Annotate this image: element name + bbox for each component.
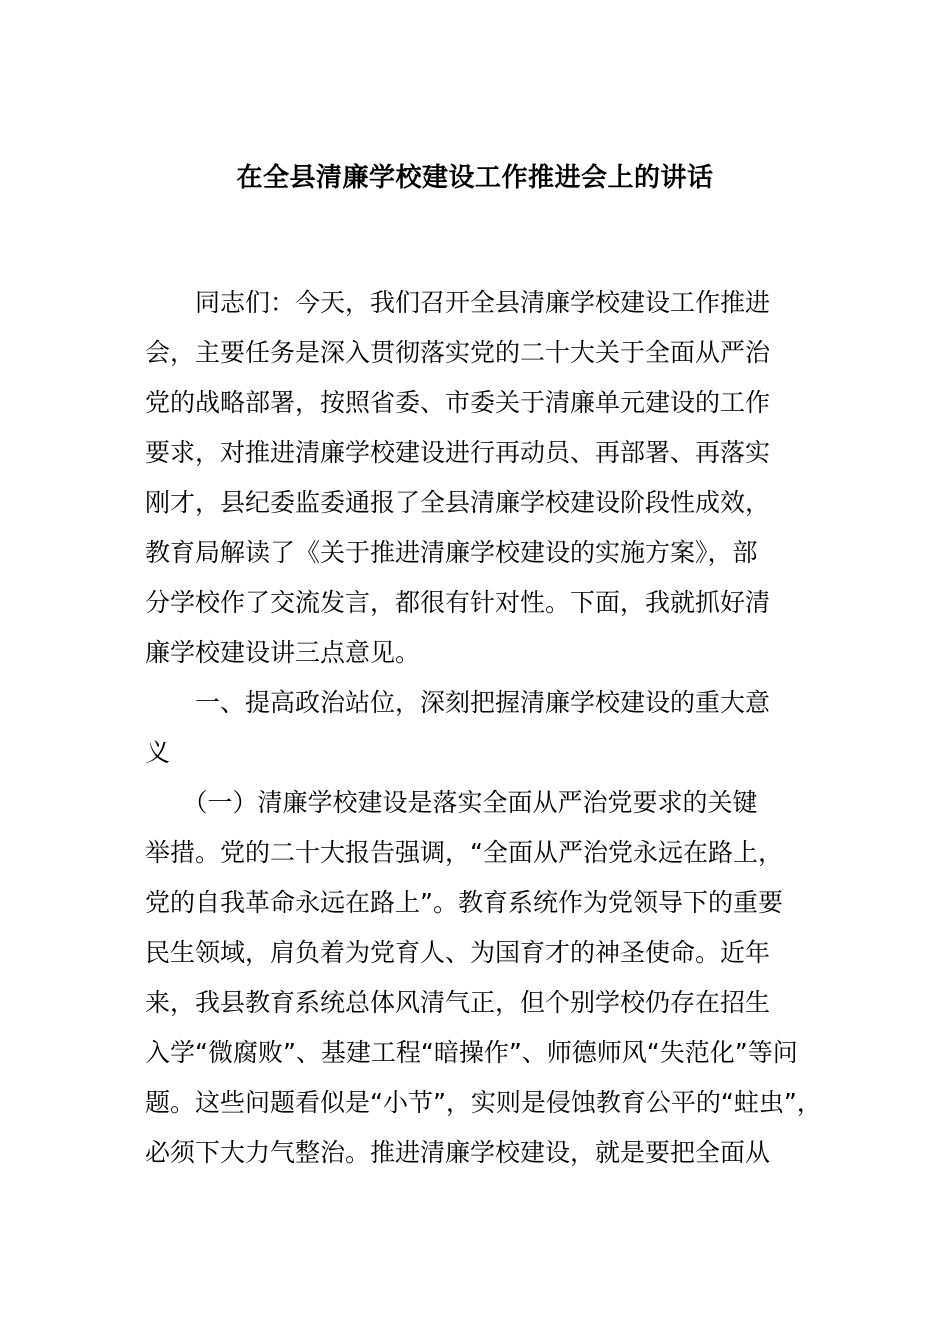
paragraph-line: 入学“微腐败”、基建工程“暗操作”、师德师风“失范化”等问 [145,1038,798,1067]
paragraph-line: 分学校作了交流发言，都很有针对性。下面，我就抓好清 [145,588,771,617]
paragraph-line: 要求，对推进清廉学校建设进行再动员、再部署、再落实 [145,438,771,467]
paragraph-line: 党的战略部署，按照省委、市委关于清廉单元建设的工作 [145,388,771,417]
paragraph-line: 必须下大力气整治。推进清廉学校建设，就是要把全面从 [145,1138,771,1167]
heading-line: 义 [145,738,171,767]
paragraph-line: 廉学校建设讲三点意见。 [145,638,421,667]
paragraph-line: 会，主要任务是深入贯彻落实党的二十大关于全面从严治 [145,338,771,367]
paragraph-line: 教育局解读了《关于推进清廉学校建设的实施方案》，部 [145,538,758,567]
document-title: 在全县清廉学校建设工作推进会上的讲话 [236,163,714,193]
paragraph-line: 党的自我革命永远在路上”。教育系统作为党领导下的重要 [145,888,783,917]
paragraph-line: 来，我县教育系统总体风清气正，但个别学校仍存在招生 [145,988,771,1017]
paragraph-line: 民生领域，肩负着为党育人、为国育才的神圣使命。近年 [145,938,771,967]
subheading-line: （一）清廉学校建设是落实全面从严治党要求的关键 [145,788,758,817]
paragraph-line: 举措。党的二十大报告强调，“全面从严治党永远在路上， [145,838,783,867]
paragraph-line: 同志们：今天，我们召开全县清廉学校建设工作推进 [145,288,771,317]
heading-line: 一、提高政治站位，深刻把握清廉学校建设的重大意 [145,688,771,717]
paragraph-line: 题。这些问题看似是“小节”，实则是侵蚀教育公平的“蛀虫”， [145,1088,822,1117]
paragraph-line: 刚才，县纪委监委通报了全县清廉学校建设阶段性成效， [145,488,771,517]
